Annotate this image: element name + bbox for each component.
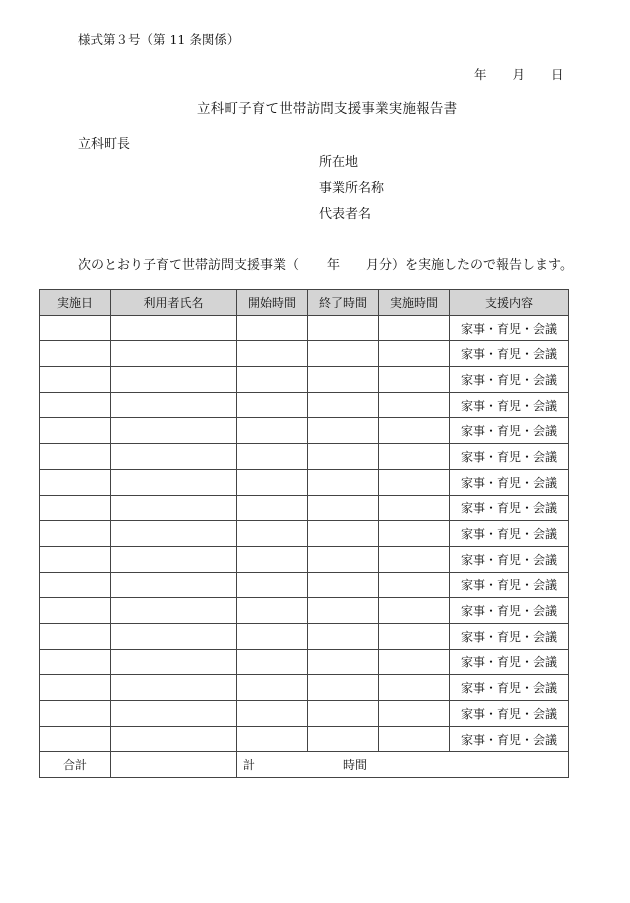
end-time-cell[interactable] — [308, 521, 379, 547]
report-table — [39, 289, 569, 778]
end-time-cell[interactable] — [308, 341, 379, 367]
support-content-cell[interactable]: 家事・育児・会議 — [450, 598, 569, 624]
table-row — [40, 623, 569, 649]
table-row — [40, 418, 569, 444]
table-row — [40, 495, 569, 521]
date-cell[interactable] — [40, 392, 111, 418]
duration-cell[interactable] — [379, 469, 450, 495]
table-row — [40, 675, 569, 701]
table-header-row — [40, 290, 569, 316]
user-name-cell[interactable] — [111, 726, 237, 752]
table-body — [40, 315, 569, 752]
table-row — [40, 315, 569, 341]
duration-cell[interactable] — [379, 367, 450, 393]
duration-cell[interactable] — [379, 572, 450, 598]
total-label: 合計 — [40, 752, 111, 778]
table-row — [40, 701, 569, 727]
date-cell[interactable] — [40, 675, 111, 701]
support-content-cell[interactable]: 家事・育児・会議 — [450, 341, 569, 367]
total-user-cell[interactable] — [111, 752, 237, 778]
start-time-cell[interactable] — [237, 418, 308, 444]
user-name-cell[interactable] — [111, 623, 237, 649]
duration-cell[interactable] — [379, 444, 450, 470]
report-sentence — [78, 254, 573, 273]
end-time-cell[interactable] — [308, 726, 379, 752]
date-cell[interactable] — [40, 418, 111, 444]
start-time-cell[interactable] — [237, 315, 308, 341]
support-content-cell[interactable]: 家事・育児・会議 — [450, 469, 569, 495]
end-time-cell[interactable] — [308, 315, 379, 341]
end-time-cell[interactable] — [308, 444, 379, 470]
end-time-cell[interactable] — [308, 623, 379, 649]
date-cell[interactable] — [40, 623, 111, 649]
date-cell[interactable] — [40, 469, 111, 495]
header-start-time: 開始時間 — [237, 290, 308, 316]
duration-cell[interactable] — [379, 315, 450, 341]
table-row — [40, 598, 569, 624]
support-content-cell[interactable]: 家事・育児・会議 — [450, 315, 569, 341]
support-content-cell[interactable]: 家事・育児・会議 — [450, 675, 569, 701]
table-row — [40, 572, 569, 598]
user-name-cell[interactable] — [111, 598, 237, 624]
duration-cell[interactable] — [379, 521, 450, 547]
support-content-cell[interactable]: 家事・育児・会議 — [450, 521, 569, 547]
support-content-cell[interactable]: 家事・育児・会議 — [450, 572, 569, 598]
user-name-cell[interactable] — [111, 392, 237, 418]
date-cell[interactable] — [40, 726, 111, 752]
report-sentence-year: 年 — [327, 258, 341, 273]
end-time-cell[interactable] — [308, 572, 379, 598]
location-label: 所在地 — [319, 155, 359, 170]
user-name-cell[interactable] — [111, 418, 237, 444]
support-content-cell[interactable]: 家事・育児・会議 — [450, 546, 569, 572]
total-hours-label: 時間 — [343, 758, 368, 773]
end-time-cell[interactable] — [308, 418, 379, 444]
duration-cell[interactable] — [379, 649, 450, 675]
date-day-label: 日 — [551, 67, 564, 82]
duration-cell[interactable] — [379, 418, 450, 444]
user-name-cell[interactable] — [111, 701, 237, 727]
support-content-cell[interactable]: 家事・育児・会議 — [450, 367, 569, 393]
form-number: 様式第３号（第 11 条関係） — [78, 32, 240, 47]
date-cell[interactable] — [40, 495, 111, 521]
start-time-cell[interactable] — [237, 572, 308, 598]
date-cell[interactable] — [40, 701, 111, 727]
support-content-cell[interactable]: 家事・育児・会議 — [450, 444, 569, 470]
support-content-cell[interactable]: 家事・育児・会議 — [450, 649, 569, 675]
office-name-label: 事業所名称 — [319, 181, 385, 196]
user-name-cell[interactable] — [111, 521, 237, 547]
end-time-cell[interactable] — [308, 469, 379, 495]
end-time-cell[interactable] — [308, 367, 379, 393]
date-cell[interactable] — [40, 598, 111, 624]
support-content-cell[interactable]: 家事・育児・会議 — [450, 418, 569, 444]
document-title: 立科町子育て世帯訪問支援事業実施報告書 — [197, 101, 458, 117]
date-cell[interactable] — [40, 572, 111, 598]
user-name-cell[interactable] — [111, 367, 237, 393]
start-time-cell[interactable] — [237, 495, 308, 521]
start-time-cell[interactable] — [237, 598, 308, 624]
end-time-cell[interactable] — [308, 701, 379, 727]
user-name-cell[interactable] — [111, 495, 237, 521]
duration-cell[interactable] — [379, 341, 450, 367]
table-row — [40, 341, 569, 367]
date-cell[interactable] — [40, 546, 111, 572]
duration-cell[interactable] — [379, 392, 450, 418]
user-name-cell[interactable] — [111, 444, 237, 470]
user-name-cell[interactable] — [111, 315, 237, 341]
support-content-cell[interactable]: 家事・育児・会議 — [450, 701, 569, 727]
start-time-cell[interactable] — [237, 675, 308, 701]
start-time-cell[interactable] — [237, 469, 308, 495]
total-row — [40, 752, 569, 778]
duration-cell[interactable] — [379, 623, 450, 649]
table-row — [40, 726, 569, 752]
start-time-cell[interactable] — [237, 546, 308, 572]
header-end-time: 終了時間 — [308, 290, 379, 316]
date-cell[interactable] — [40, 341, 111, 367]
support-content-cell[interactable]: 家事・育児・会議 — [450, 392, 569, 418]
user-name-cell[interactable] — [111, 675, 237, 701]
start-time-cell[interactable] — [237, 623, 308, 649]
date-cell[interactable] — [40, 521, 111, 547]
table-row — [40, 392, 569, 418]
total-kei-label: 計 — [243, 758, 256, 773]
end-time-cell[interactable] — [308, 546, 379, 572]
start-time-cell[interactable] — [237, 444, 308, 470]
user-name-cell[interactable] — [111, 469, 237, 495]
addressee: 立科町長 — [78, 137, 131, 152]
start-time-cell[interactable] — [237, 521, 308, 547]
duration-cell[interactable] — [379, 675, 450, 701]
date-year-label: 年 — [474, 67, 487, 82]
header-support-content: 支援内容 — [450, 290, 569, 316]
end-time-cell[interactable] — [308, 649, 379, 675]
table-row — [40, 469, 569, 495]
duration-cell[interactable] — [379, 546, 450, 572]
report-sentence-part1: 次のとおり子育て世帯訪問支援事業（ — [78, 258, 300, 273]
end-time-cell[interactable] — [308, 598, 379, 624]
start-time-cell[interactable] — [237, 392, 308, 418]
user-name-cell[interactable] — [111, 546, 237, 572]
table-row — [40, 444, 569, 470]
date-cell[interactable] — [40, 444, 111, 470]
duration-cell[interactable] — [379, 701, 450, 727]
date-cell[interactable] — [40, 315, 111, 341]
end-time-cell[interactable] — [308, 495, 379, 521]
end-time-cell[interactable] — [308, 392, 379, 418]
user-name-cell[interactable] — [111, 649, 237, 675]
table-row — [40, 649, 569, 675]
user-name-cell[interactable] — [111, 572, 237, 598]
table-row — [40, 367, 569, 393]
table-row — [40, 521, 569, 547]
user-name-cell[interactable] — [111, 341, 237, 367]
support-content-cell[interactable]: 家事・育児・会議 — [450, 495, 569, 521]
start-time-cell[interactable] — [237, 367, 308, 393]
table-row — [40, 546, 569, 572]
duration-cell[interactable] — [379, 495, 450, 521]
start-time-cell[interactable] — [237, 649, 308, 675]
header-user-name: 利用者氏名 — [111, 290, 237, 316]
date-cell[interactable] — [40, 367, 111, 393]
date-month-label: 月 — [512, 67, 526, 82]
representative-label: 代表者名 — [319, 207, 372, 222]
start-time-cell[interactable] — [237, 341, 308, 367]
report-sentence-month: 月分）を実施したので報告します。 — [366, 258, 573, 273]
end-time-cell[interactable] — [308, 675, 379, 701]
total-hours-cell[interactable] — [237, 752, 569, 778]
support-content-cell[interactable]: 家事・育児・会議 — [450, 726, 569, 752]
duration-cell[interactable] — [379, 598, 450, 624]
support-content-cell[interactable]: 家事・育児・会議 — [450, 623, 569, 649]
duration-cell[interactable] — [379, 726, 450, 752]
start-time-cell[interactable] — [237, 726, 308, 752]
start-time-cell[interactable] — [237, 701, 308, 727]
header-date: 実施日 — [40, 290, 111, 316]
date-cell[interactable] — [40, 649, 111, 675]
date-line — [474, 65, 564, 83]
header-duration: 実施時間 — [379, 290, 450, 316]
